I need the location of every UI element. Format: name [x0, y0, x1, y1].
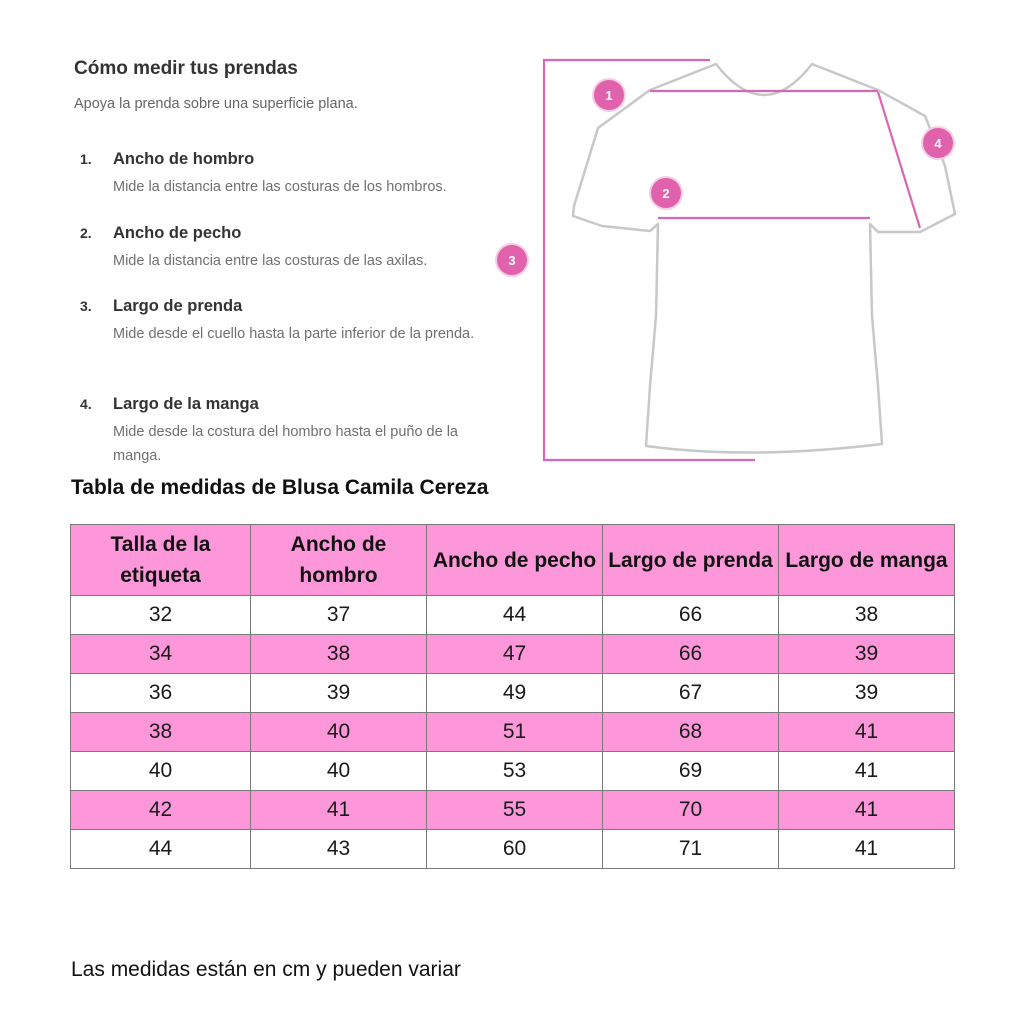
table-row [71, 596, 955, 635]
table-cell: 40 [71, 752, 251, 791]
table-cell: 55 [427, 791, 603, 830]
table-cell: 53 [427, 752, 603, 791]
table-row [71, 830, 955, 869]
table-cell: 49 [427, 674, 603, 713]
badge-length: 3 [497, 245, 527, 275]
table-cell: 41 [251, 791, 427, 830]
step-number: 2. [80, 225, 92, 241]
table-cell: 43 [251, 830, 427, 869]
table-cell: 71 [603, 830, 779, 869]
table-cell: 38 [251, 635, 427, 674]
guide-title: Cómo medir tus prendas [74, 58, 298, 79]
table-cell: 40 [251, 752, 427, 791]
table-cell: 40 [251, 713, 427, 752]
table-row [71, 791, 955, 830]
table-cell: 44 [71, 830, 251, 869]
badge-chest: 2 [651, 178, 681, 208]
table-title: Tabla de medidas de Blusa Camila Cereza [71, 476, 489, 499]
header-shoulder-width: Ancho de hombro [251, 525, 427, 596]
table-cell: 66 [603, 635, 779, 674]
step-name: Largo de la manga [113, 395, 259, 413]
guide-subtitle: Apoya la prenda sobre una superficie plana. [74, 96, 358, 112]
tshirt-diagram-icon [540, 56, 970, 468]
table-header-row [71, 525, 955, 596]
table-cell: 66 [603, 596, 779, 635]
table-cell: 68 [603, 713, 779, 752]
table-cell: 41 [779, 791, 955, 830]
table-cell: 44 [427, 596, 603, 635]
badge-sleeve: 4 [923, 128, 953, 158]
badge-shoulder: 1 [594, 80, 624, 110]
header-size-label: Talla de la etiqueta [71, 525, 251, 596]
table-row [71, 635, 955, 674]
table-cell: 51 [427, 713, 603, 752]
step-number: 4. [80, 396, 92, 412]
table-row [71, 713, 955, 752]
step-name: Ancho de hombro [113, 150, 255, 168]
step-description: Mide desde la costura del hombro hasta el puño de la manga. [113, 424, 458, 464]
step-number: 1. [80, 151, 92, 167]
table-cell: 39 [779, 635, 955, 674]
table-cell: 42 [71, 791, 251, 830]
table-row [71, 674, 955, 713]
table-cell: 47 [427, 635, 603, 674]
header-garment-length: Largo de prenda [603, 525, 779, 596]
table-cell: 41 [779, 752, 955, 791]
table-cell: 39 [779, 674, 955, 713]
header-chest-width: Ancho de pecho [427, 525, 603, 596]
size-table [70, 524, 955, 869]
table-cell: 41 [779, 713, 955, 752]
step-name: Ancho de pecho [113, 224, 242, 242]
step-description: Mide la distancia entre las costuras de los hombros. [113, 179, 447, 195]
step-name: Largo de prenda [113, 297, 243, 315]
table-cell: 38 [71, 713, 251, 752]
step-description: Mide la distancia entre las costuras de las axilas. [113, 253, 428, 269]
table-cell: 36 [71, 674, 251, 713]
table-cell: 34 [71, 635, 251, 674]
table-cell: 41 [779, 830, 955, 869]
footnote: Las medidas están en cm y pueden variar [71, 958, 461, 981]
header-sleeve-length: Largo de manga [779, 525, 955, 596]
table-cell: 39 [251, 674, 427, 713]
table-row [71, 752, 955, 791]
table-cell: 32 [71, 596, 251, 635]
table-cell: 70 [603, 791, 779, 830]
shirt-outline [573, 64, 955, 453]
step-description: Mide desde el cuello hasta la parte inferior de la prenda. [113, 326, 475, 342]
table-cell: 69 [603, 752, 779, 791]
table-cell: 67 [603, 674, 779, 713]
table-cell: 37 [251, 596, 427, 635]
table-cell: 60 [427, 830, 603, 869]
step-number: 3. [80, 298, 92, 314]
table-cell: 38 [779, 596, 955, 635]
